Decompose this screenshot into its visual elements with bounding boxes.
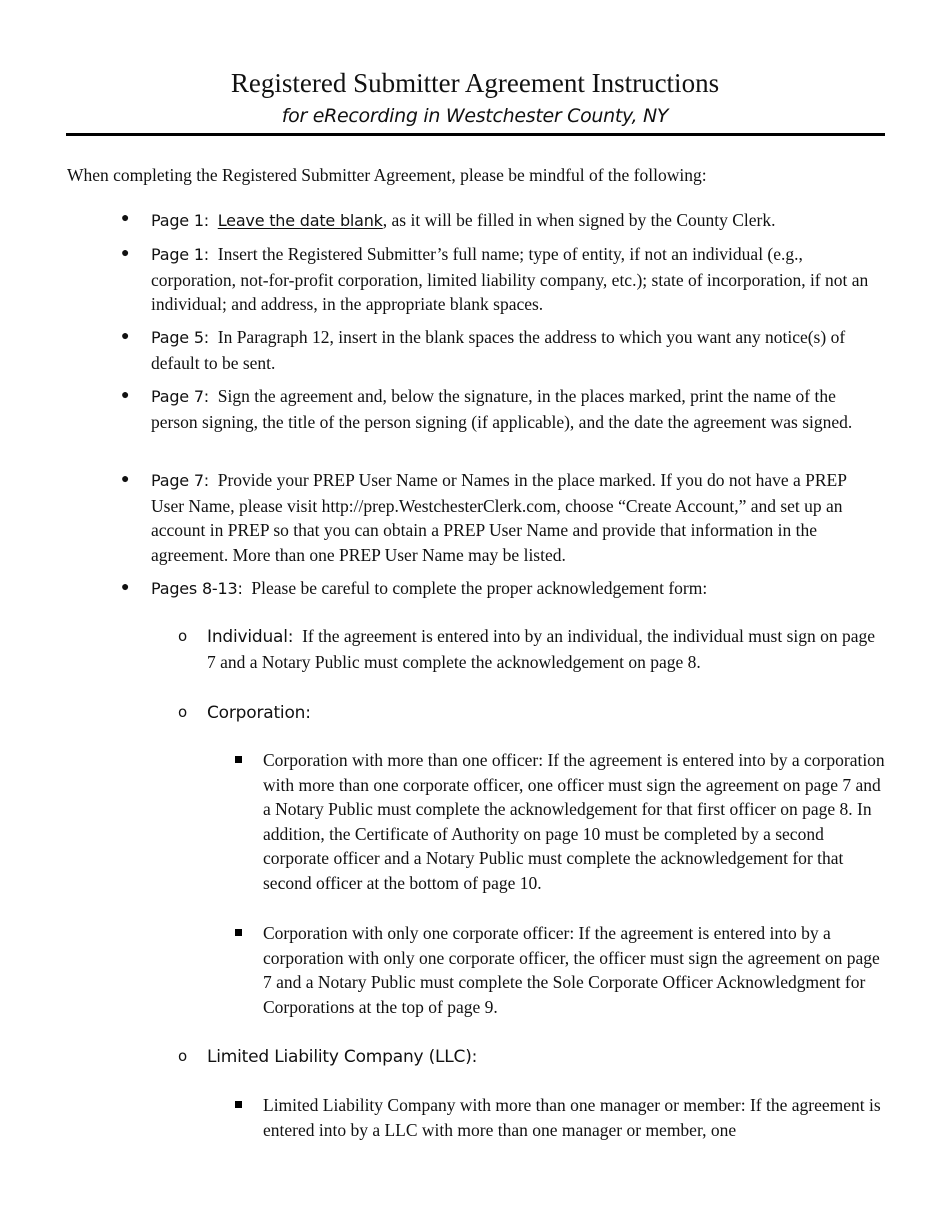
item-label: Page 7: xyxy=(151,387,209,406)
page-subtitle: for eRecording in Westchester County, NY xyxy=(281,105,669,127)
list-item xyxy=(151,242,883,317)
circle-bullet-icon: o xyxy=(178,1047,188,1065)
form-type-corporation xyxy=(207,700,885,726)
form-type-llc xyxy=(207,1044,885,1070)
page-title: Registered Submitter Agreement Instructions xyxy=(230,68,720,98)
item-label: Pages 8-13: xyxy=(151,579,243,598)
item-text: Sign the agreement and, below the signature, in the places marked, print the name of the person signing, the title of the person signing (if applicable), and the date the agreement was signed. xyxy=(151,386,853,432)
bullet-icon: ● xyxy=(121,388,130,403)
llc-item: Limited Liability Company with more than one manager or member: If the agreement is entered into by a LLC with more than one manager or member, one xyxy=(263,1095,881,1140)
item-text: Please be careful to complete the proper acknowledgement form: xyxy=(251,578,708,598)
item-label: Page 7: xyxy=(151,471,209,490)
bullet-icon: ● xyxy=(121,246,130,261)
intro-paragraph: When completing the Registered Submitter Agreement, please be mindful of the following: xyxy=(67,165,707,185)
list-item xyxy=(151,576,883,602)
item-label: Page 1: xyxy=(151,245,209,264)
form-type-label: Limited Liability Company (LLC): xyxy=(207,1047,478,1067)
square-bullet-icon xyxy=(235,1101,242,1108)
title-divider xyxy=(66,133,885,136)
item-text: , as it will be filled in when signed by the County Clerk. xyxy=(382,210,776,230)
list-item xyxy=(151,325,883,375)
corporation-item: Corporation with more than one officer: If the agreement is entered into by a corporation with more than one corporate officer, one officer must sign the agreement on page 7 and a Notary Public must complete the acknowledgement for that first officer on page 8. In addition, the Certificate of Authority on page 10 must be completed by a second corporate officer and a Notary Public must complete the acknowledgement for that second officer at the bottom of page 10. xyxy=(263,750,885,893)
form-type-text: If the agreement is entered into by an individual, the individual must sign on page 7 and a Notary Public must complete the acknowledgement on page 8. xyxy=(207,626,876,672)
list-item xyxy=(151,208,883,234)
item-label: Page 1: xyxy=(151,211,209,230)
list-item xyxy=(151,468,883,567)
form-type-label: Corporation: xyxy=(207,703,311,723)
bullet-icon: ● xyxy=(121,329,130,344)
form-type-label: Individual: xyxy=(207,627,294,647)
item-emphasis: Leave the date blank xyxy=(217,211,383,230)
bullet-icon: ● xyxy=(121,580,130,595)
circle-bullet-icon: o xyxy=(178,703,188,721)
square-bullet-icon xyxy=(235,756,242,763)
bullet-icon: ● xyxy=(121,211,130,226)
form-type-individual xyxy=(207,624,885,674)
list-item xyxy=(151,384,883,434)
circle-bullet-icon: o xyxy=(178,627,188,645)
item-text: Insert the Registered Submitter’s full name; type of entity, if not an individual (e.g., corporation, not-for-profit corporation, limited liability company, etc.); state of incorporation, if not an individual; and address, in the appropriate blank spaces. xyxy=(151,244,869,314)
item-text: In Paragraph 12, insert in the blank spaces the address to which you want any notice(s) of default to be sent. xyxy=(151,327,846,373)
bullet-icon: ● xyxy=(121,472,130,487)
item-text: Provide your PREP User Name or Names in the place marked. If you do not have a PREP User Name, please visit http://prep.WestchesterClerk.com, choose “Create Account,” and set up an account in PREP so that you can obtain a PREP User Name and provide that information in the agreement. More than one PREP User Name may be listed. xyxy=(151,470,847,565)
square-bullet-icon xyxy=(235,929,242,936)
item-label: Page 5: xyxy=(151,328,209,347)
corporation-item: Corporation with only one corporate officer: If the agreement is entered into by a corporation with only one corporate officer, the officer must sign the agreement on page 7 and a Notary Public must complete the Sole Corporate Officer Acknowledgment for Corporations at the top of page 9. xyxy=(263,923,880,1017)
